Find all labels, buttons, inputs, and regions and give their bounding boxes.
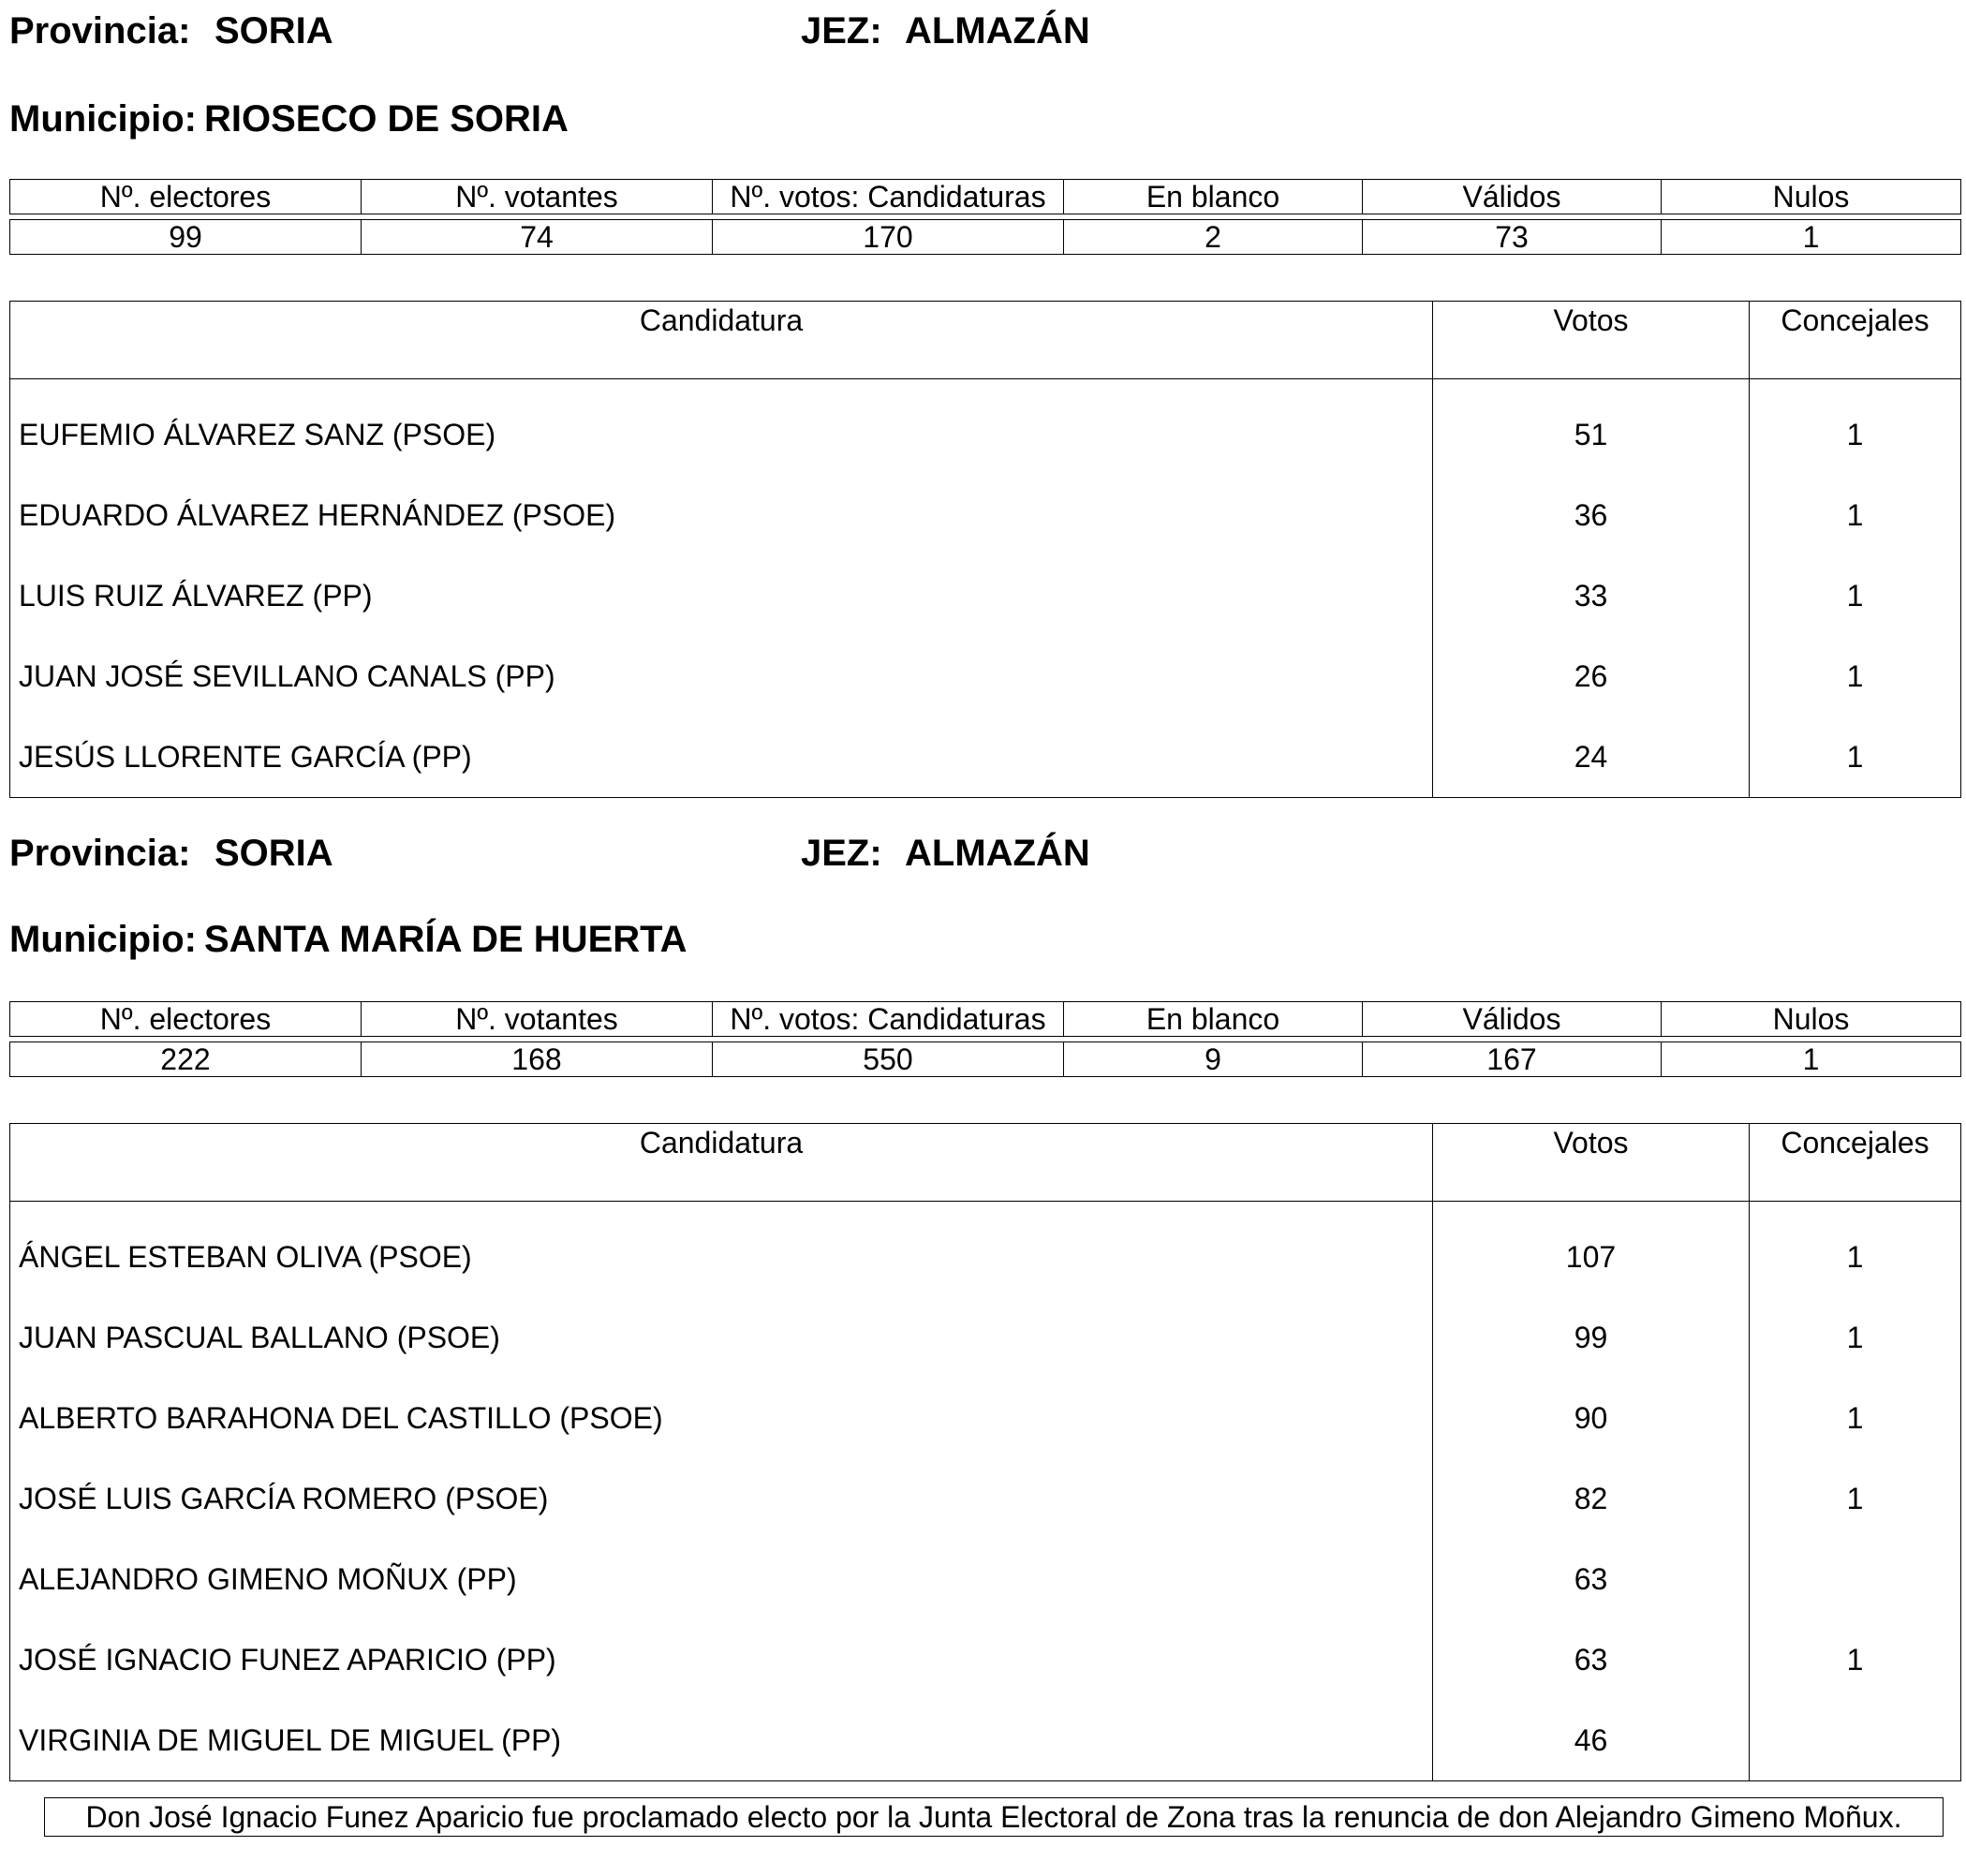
candidate-name: EUFEMIO ÁLVAREZ SANZ (PSOE) xyxy=(19,417,496,451)
municipio-line xyxy=(9,96,569,142)
stats-value-votos-candidaturas: 550 xyxy=(713,1042,1064,1077)
candidate-votos: 107 xyxy=(1433,1202,1750,1298)
candidate-votos: 99 xyxy=(1433,1297,1750,1378)
candidate-row xyxy=(10,1378,1961,1458)
candidate-concejales: 1 xyxy=(1750,379,1961,476)
stats-header-votantes: Nº. votantes xyxy=(362,1002,713,1037)
candidate-concejales: 1 xyxy=(1750,636,1961,716)
candidate-row xyxy=(10,1619,1961,1700)
provincia-value: SORIA xyxy=(214,10,333,52)
candidate-name: ALEJANDRO GIMENO MOÑUX (PP) xyxy=(19,1561,517,1596)
stats-value-en-blanco: 2 xyxy=(1064,220,1363,255)
stats-value-validos: 167 xyxy=(1363,1042,1662,1077)
candidate-row xyxy=(10,379,1961,476)
stats-header-row xyxy=(10,1002,1961,1037)
stats-header-nulos: Nulos xyxy=(1662,180,1961,214)
candidate-name: JUAN PASCUAL BALLANO (PSOE) xyxy=(19,1320,500,1354)
candidate-row xyxy=(10,1202,1961,1298)
stats-value-row xyxy=(10,220,1961,255)
candidate-name: JESÚS LLORENTE GARCÍA (PP) xyxy=(19,739,472,774)
candidates-header-candidatura: Candidatura xyxy=(10,302,1433,379)
jez-label: JEZ: xyxy=(801,833,882,874)
candidate-name: JUAN JOSÉ SEVILLANO CANALS (PP) xyxy=(19,658,555,693)
candidate-votos: 36 xyxy=(1433,475,1750,555)
candidates-header-votos: Votos xyxy=(1433,1124,1750,1202)
candidate-concejales: 1 xyxy=(1750,1378,1961,1458)
candidates-table xyxy=(9,301,1961,798)
candidate-votos: 82 xyxy=(1433,1458,1750,1539)
candidate-concejales: 1 xyxy=(1750,716,1961,798)
candidate-name: JOSÉ IGNACIO FUNEZ APARICIO (PP) xyxy=(19,1642,556,1677)
stats-value-nulos: 1 xyxy=(1662,1042,1961,1077)
stats-header-en-blanco: En blanco xyxy=(1064,180,1363,214)
municipio-label: Municipio: xyxy=(9,98,197,140)
candidates-header-row xyxy=(10,1124,1961,1202)
municipio-value: SANTA MARÍA DE HUERTA xyxy=(203,919,687,960)
stats-header-electores: Nº. electores xyxy=(10,1002,362,1037)
provincia-jez-line xyxy=(9,830,1959,877)
stats-header-row xyxy=(10,180,1961,214)
jez-label: JEZ: xyxy=(801,10,882,52)
candidate-concejales: 1 xyxy=(1750,1202,1961,1298)
candidate-name: EDUARDO ÁLVAREZ HERNÁNDEZ (PSOE) xyxy=(19,497,616,532)
candidate-votos: 63 xyxy=(1433,1619,1750,1700)
stats-value-nulos: 1 xyxy=(1662,220,1961,255)
candidate-concejales: 1 xyxy=(1750,475,1961,555)
candidates-header-concejales: Concejales xyxy=(1750,1124,1961,1202)
candidate-concejales: 1 xyxy=(1750,1619,1961,1700)
stats-table xyxy=(9,1001,1961,1077)
candidate-votos: 46 xyxy=(1433,1700,1750,1781)
stats-value-votos-candidaturas: 170 xyxy=(713,220,1064,255)
candidates-table xyxy=(9,1123,1961,1781)
stats-header-votos-candidaturas: Nº. votos: Candidaturas xyxy=(713,180,1064,214)
stats-header-votantes: Nº. votantes xyxy=(362,180,713,214)
candidate-concejales xyxy=(1750,1539,1961,1619)
jez-value: ALMAZÁN xyxy=(905,833,1090,874)
candidate-name: JOSÉ LUIS GARCÍA ROMERO (PSOE) xyxy=(19,1481,549,1515)
candidate-row xyxy=(10,1539,1961,1619)
stats-value-votantes: 168 xyxy=(362,1042,713,1077)
stats-value-en-blanco: 9 xyxy=(1064,1042,1363,1077)
stats-value-electores: 99 xyxy=(10,220,362,255)
candidate-row xyxy=(10,1297,1961,1378)
provincia-jez-line xyxy=(9,7,1959,54)
candidates-header-votos: Votos xyxy=(1433,302,1750,379)
provincia-label: Provincia: xyxy=(9,10,191,52)
stats-value-validos: 73 xyxy=(1363,220,1662,255)
provincia-label: Provincia: xyxy=(9,833,191,874)
candidate-votos: 90 xyxy=(1433,1378,1750,1458)
stats-header-validos: Válidos xyxy=(1363,1002,1662,1037)
stats-value-votantes: 74 xyxy=(362,220,713,255)
stats-value-electores: 222 xyxy=(10,1042,362,1077)
stats-header-votos-candidaturas: Nº. votos: Candidaturas xyxy=(713,1002,1064,1037)
candidate-concejales: 1 xyxy=(1750,1458,1961,1539)
candidate-name: LUIS RUIZ ÁLVAREZ (PP) xyxy=(19,578,373,613)
candidate-row xyxy=(10,1458,1961,1539)
municipio-label: Municipio: xyxy=(9,919,197,960)
candidate-row xyxy=(10,475,1961,555)
footnote-box: Don José Ignacio Funez Aparicio fue proclamado electo por la Junta Electoral de Zona tras la renuncia de don Alejandro Gimeno Moñux. xyxy=(44,1797,1944,1837)
jez-value: ALMAZÁN xyxy=(905,10,1090,52)
provincia-value: SORIA xyxy=(214,833,333,874)
candidate-name: VIRGINIA DE MIGUEL DE MIGUEL (PP) xyxy=(19,1722,562,1757)
candidates-header-candidatura: Candidatura xyxy=(10,1124,1433,1202)
candidate-concejales xyxy=(1750,1700,1961,1781)
candidates-header-concejales: Concejales xyxy=(1750,302,1961,379)
candidate-row xyxy=(10,636,1961,716)
candidate-name: ALBERTO BARAHONA DEL CASTILLO (PSOE) xyxy=(19,1400,663,1435)
candidate-votos: 26 xyxy=(1433,636,1750,716)
candidate-votos: 33 xyxy=(1433,555,1750,636)
stats-table xyxy=(9,179,1961,255)
municipio-line xyxy=(9,916,687,963)
stats-value-row xyxy=(10,1042,1961,1077)
candidate-name: ÁNGEL ESTEBAN OLIVA (PSOE) xyxy=(19,1239,472,1274)
candidate-concejales: 1 xyxy=(1750,1297,1961,1378)
candidate-row xyxy=(10,555,1961,636)
stats-header-en-blanco: En blanco xyxy=(1064,1002,1363,1037)
stats-header-validos: Válidos xyxy=(1363,180,1662,214)
candidate-votos: 63 xyxy=(1433,1539,1750,1619)
candidate-row xyxy=(10,716,1961,798)
stats-header-nulos: Nulos xyxy=(1662,1002,1961,1037)
candidates-header-row xyxy=(10,302,1961,379)
candidate-votos: 51 xyxy=(1433,379,1750,476)
municipio-value: RIOSECO DE SORIA xyxy=(203,98,569,140)
stats-header-electores: Nº. electores xyxy=(10,180,362,214)
candidate-votos: 24 xyxy=(1433,716,1750,798)
candidate-row xyxy=(10,1700,1961,1781)
candidate-concejales: 1 xyxy=(1750,555,1961,636)
